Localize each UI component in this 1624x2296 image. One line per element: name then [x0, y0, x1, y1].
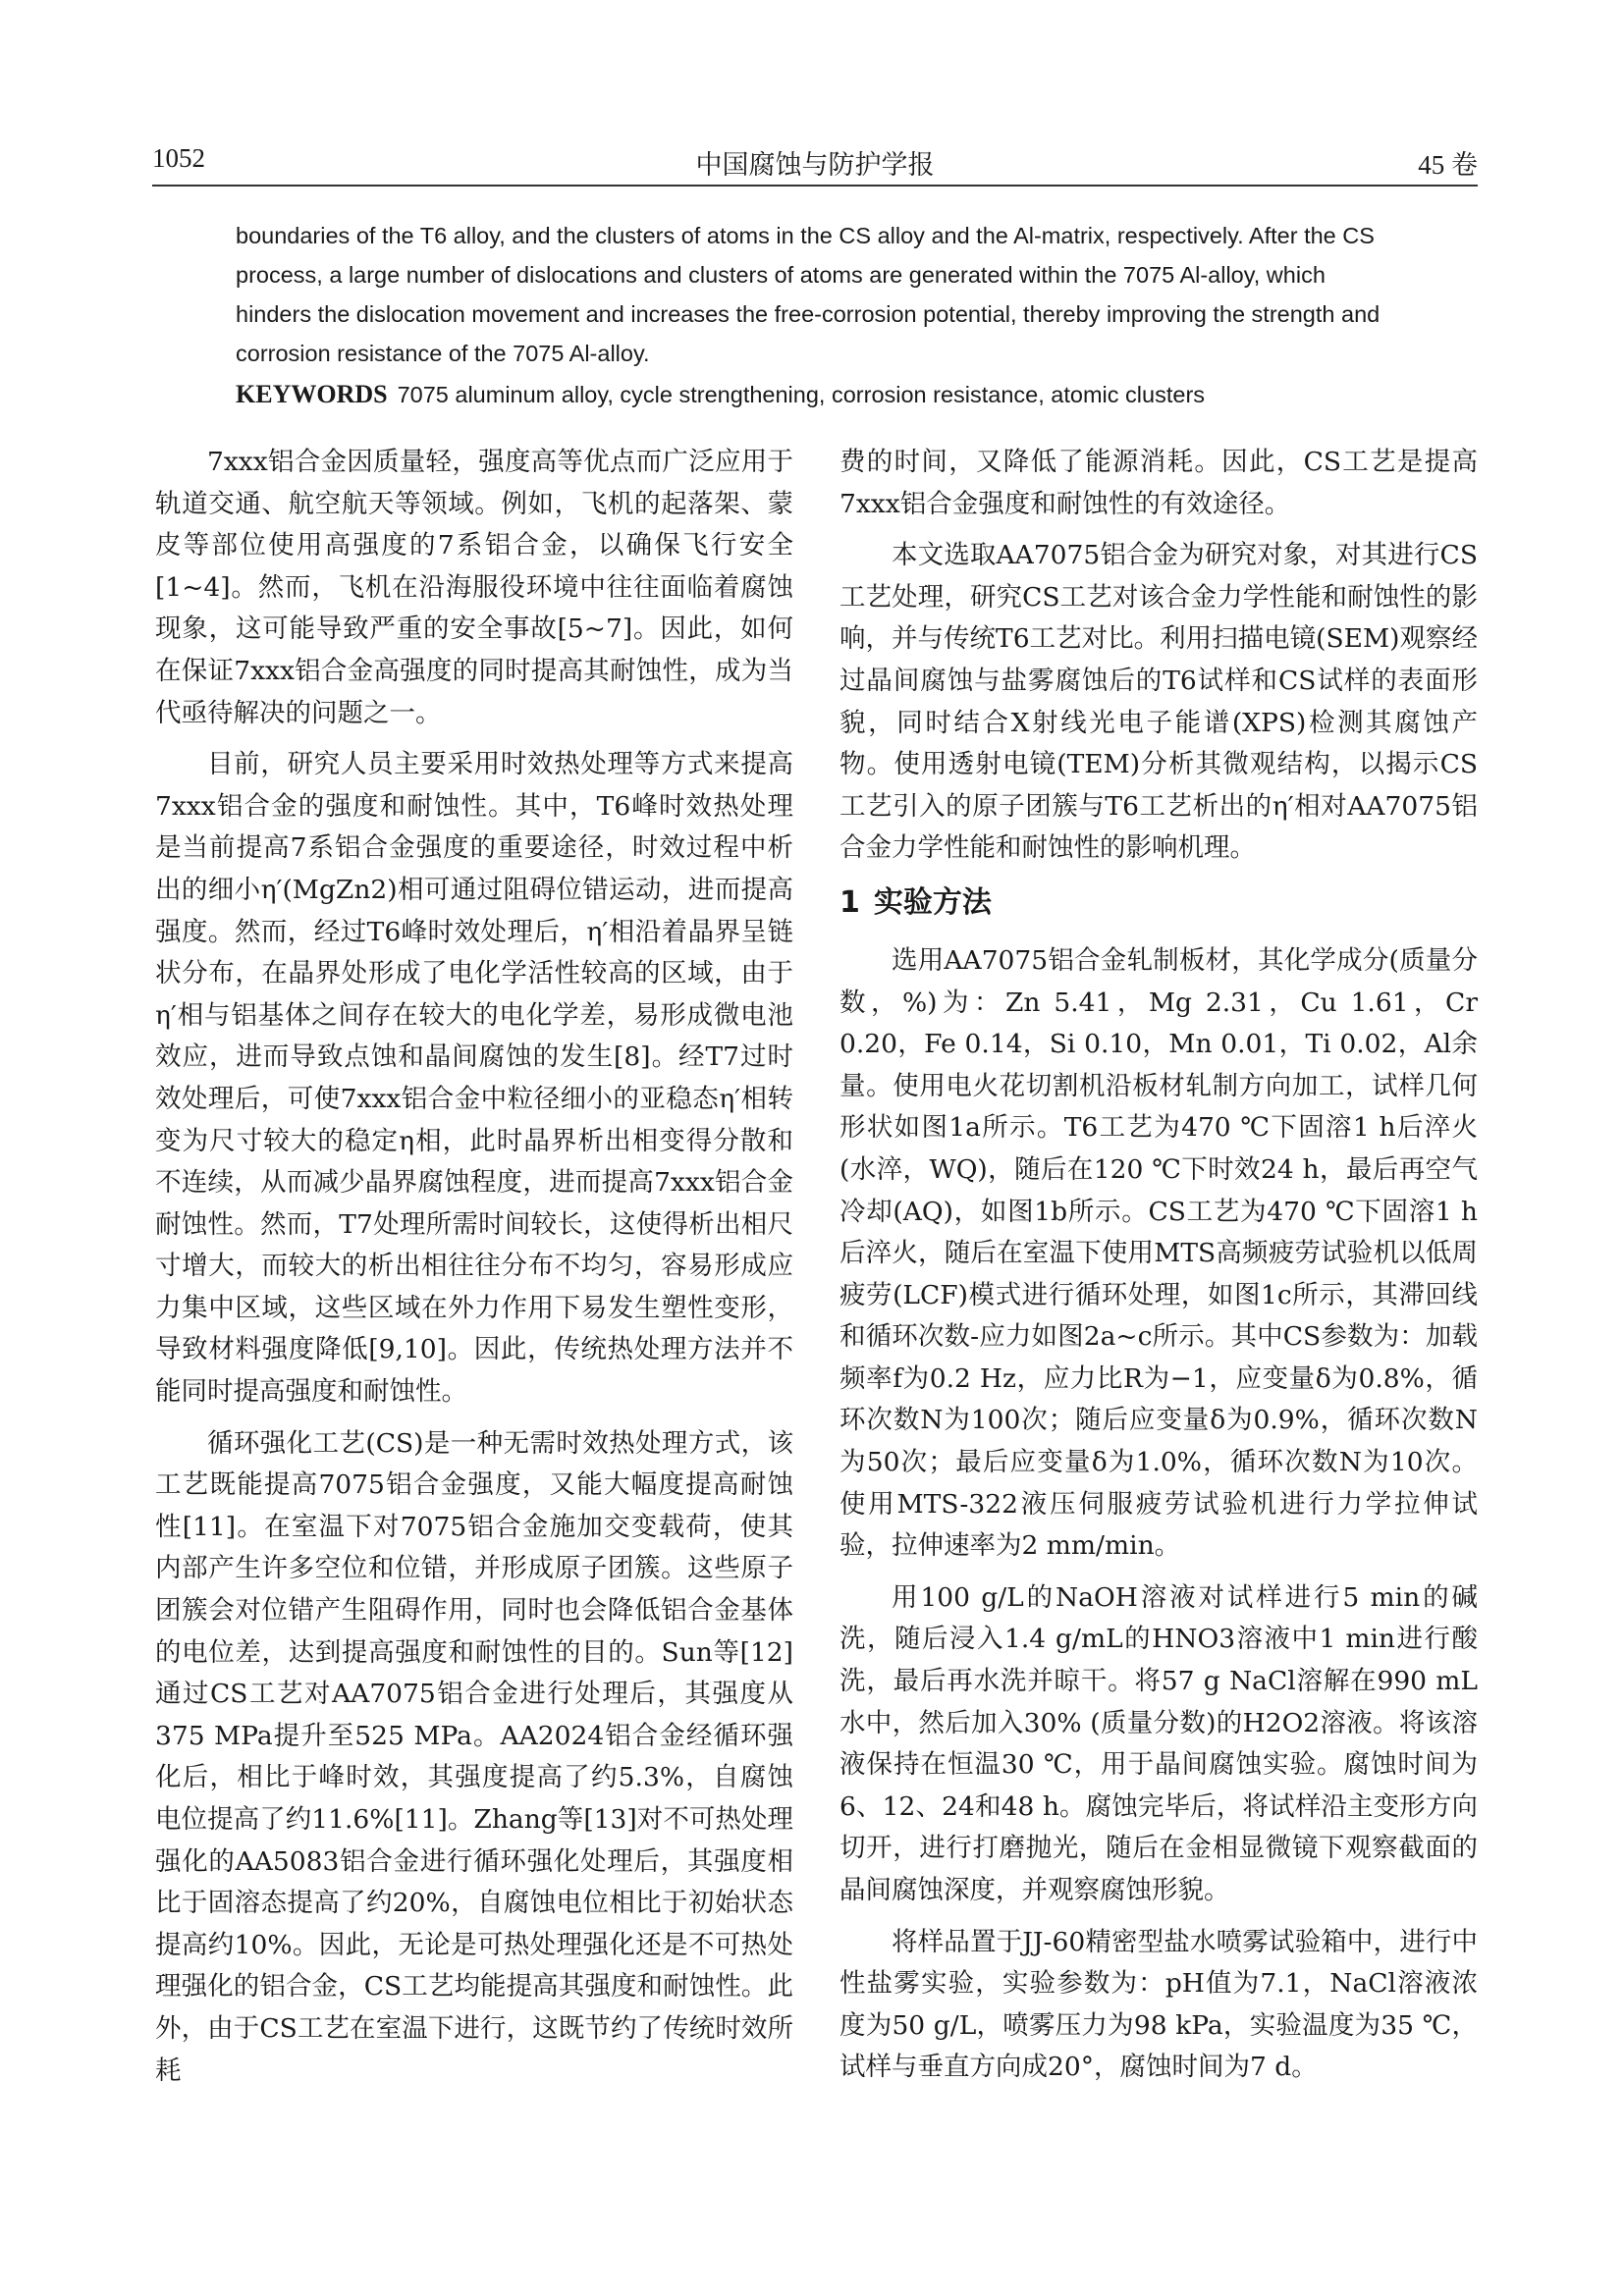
- running-header: [152, 137, 1478, 181]
- intro-paragraph-3: 循环强化工艺(CS)是一种无需时效热处理方式，该工艺既能提高7075铝合金强度，又能大幅度提高耐蚀性[11]。在室温下对7075铝合金施加交变载荷，使其内部产生许多空位和位错，并形成原子团簇。这些原子团簇会对位错产生阻碍作用，同时也会降低铝合金基体的电位差，达到提高强度和耐蚀性的目的。Sun等[12]通过CS工艺对AA7075铝合金进行处理后，其强度从375 MPa提升至525 MPa。AA2024铝合金经循环强化后，相比于峰时效，其强度提高了约5.3%，自腐蚀电位提高了约11.6%[11]。Zhang等[13]对不可热处理强化的AA5083铝合金进行循环强化处理后，其强度相比于固溶态提高了约20%，自腐蚀电位相比于初始状态提高约10%。因此，无论是可热处理强化还是不可热处理强化的铝合金，CS工艺均能提高其强度和耐蚀性。此外，由于CS工艺在室温下进行，这既节约了传统时效所耗: [155, 1427, 793, 2086]
- methods-paragraph-3: 将样品置于JJ-60精密型盐水喷雾试验箱中，进行中性盐雾实验，实验参数为：pH值为7.1，NaCl溶液浓度为50 g/L，喷雾压力为98 kPa，实验温度为35 ℃，试样与垂直方向成20°，腐蚀时间为7 d。: [839, 1926, 1478, 2083]
- abstract-text: boundaries of the T6 alloy, and the clusters of atoms in the CS alloy and the Al-matrix, respectively. After the CS process, a large number of dislocations and clusters of atoms are generated within the 7075 Al-alloy, which hinders the dislocation movement and increases the free-corrosion potential, thereby improving the strength and corrosion resistance of the 7075 Al-alloy.: [236, 223, 1380, 366]
- section-title: 实验方法: [873, 884, 992, 920]
- english-abstract: [236, 216, 1402, 414]
- right-column: [839, 442, 1478, 2099]
- methods-paragraph-1: 选用AA7075铝合金轧制板材，其化学成分(质量分数，%)为：Zn 5.41，Mg 2.31，Cu 1.61，Cr 0.20，Fe 0.14，Si 0.10，Mn 0.01，Ti 0.02，Al余量。使用电火花切割机沿板材轧制方向加工，试样几何形状如图1a所示。T6工艺为470 ℃下固溶1 h后淬火(水淬，WQ)，随后在120 ℃下时效24 h，最后再空气冷却(AQ)，如图1b所示。CS工艺为470 ℃下固溶1 h后淬火，随后在室温下使用MTS高频疲劳试验机以低周疲劳(LCF)模式进行循环处理，如图1c所示，其滞回线和循环次数-应力如图2a~c所示。其中CS参数为：加载频率f为0.2 Hz，应力比R为−1，应变量δ为0.8%，循环次数N为100次；随后应变量δ为0.9%，循环次数N为50次；最后应变量δ为1.0%，循环次数N为10次。使用MTS-322液压伺服疲劳试验机进行力学拉伸试验，拉伸速率为2 mm/min。: [839, 944, 1478, 1562]
- section-heading: [839, 881, 1478, 925]
- intro-paragraph-3-continued: 费的时间，又降低了能源消耗。因此，CS工艺是提高7xxx铝合金强度和耐蚀性的有效途径。: [839, 447, 1478, 519]
- intro-paragraph-1: 7xxx铝合金因质量轻，强度高等优点而广泛应用于轨道交通、航空航天等领域。例如，飞机的起落架、蒙皮等部位使用高强度的7系铝合金，以确保飞行安全[1~4]。然而，飞机在沿海服役环境中往往面临着腐蚀现象，这可能导致严重的安全事故[5~7]。因此，如何在保证7xxx铝合金高强度的同时提高其耐蚀性，成为当代亟待解决的问题之一。: [155, 447, 793, 728]
- intro-paragraph-2: 目前，研究人员主要采用时效热处理等方式来提高7xxx铝合金的强度和耐蚀性。其中，T6峰时效热处理是当前提高7系铝合金强度的重要途径，时效过程中析出的细小η′(MgZn2)相可通过阻碍位错运动，进而提高强度。然而，经过T6峰时效处理后，η′相沿着晶界呈链状分布，在晶界处形成了电化学活性较高的区域，由于η′相与铝基体之间存在较大的电化学差，易形成微电池效应，进而导致点蚀和晶间腐蚀的发生[8]。经T7过时效处理后，可使7xxx铝合金中粒径细小的亚稳态η′相转变为尺寸较大的稳定η相，此时晶界析出相变得分散和不连续，从而减少晶界腐蚀程度，进而提高7xxx铝合金耐蚀性。然而，T7处理所需时间较长，这使得析出相尺寸增大，而较大的析出相往往分布不均匀，容易形成应力集中区域，这些区域在外力作用下易发生塑性变形，导致材料强度降低[9,10]。因此，传统热处理方法并不能同时提高强度和耐蚀性。: [155, 749, 793, 1408]
- left-column: [155, 442, 793, 2102]
- methods-paragraph-2: 用100 g/L的NaOH溶液对试样进行5 min的碱洗，随后浸入1.4 g/mL的HNO3溶液中1 min进行酸洗，最后再水洗并晾干。将57 g NaCl溶解在990 mL水中，然后加入30% (质量分数)的H2O2溶液。将该溶液保持在恒温30 ℃，用于晶间腐蚀实验。腐蚀时间为6、12、24和48 h。腐蚀完毕后，将试样沿主变形方向切开，进行打磨抛光，随后在金相显微镜下观察截面的晶间腐蚀深度，并观察腐蚀形貌。: [839, 1581, 1478, 1905]
- journal-title: 中国腐蚀与防护学报: [695, 150, 935, 180]
- page-number: 1052: [152, 143, 205, 173]
- keywords-text: 7075 aluminum alloy, cycle strengthening, corrosion resistance, atomic clusters: [397, 382, 1206, 407]
- keywords-label: KEYWORDS: [236, 380, 388, 408]
- volume-label: 45 卷: [1418, 150, 1478, 180]
- header-divider: [152, 185, 1478, 187]
- intro-paragraph-4: 本文选取AA7075铝合金为研究对象，对其进行CS工艺处理，研究CS工艺对该合金力学性能和耐蚀性的影响，并与传统T6工艺对比。利用扫描电镜(SEM)观察经过晶间腐蚀与盐雾腐蚀后的T6试样和CS试样的表面形貌，同时结合X射线光电子能谱(XPS)检测其腐蚀产物。使用透射电镜(TEM)分析其微观结构，以揭示CS工艺引入的原子团簇与T6工艺析出的η′相对AA7075铝合金力学性能和耐蚀性的影响机理。: [839, 540, 1478, 864]
- section-number: 1: [839, 884, 860, 920]
- keywords-row: [236, 375, 1402, 414]
